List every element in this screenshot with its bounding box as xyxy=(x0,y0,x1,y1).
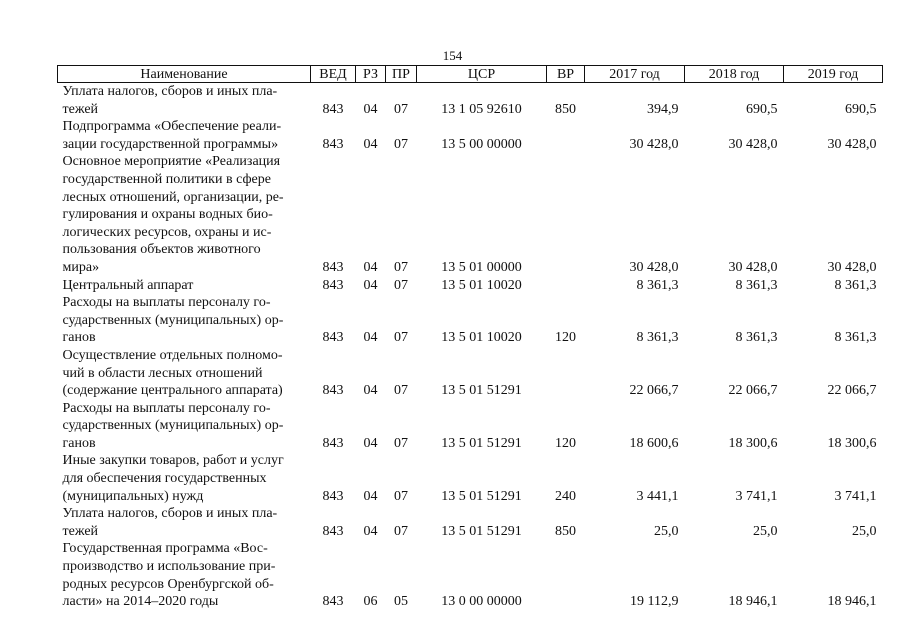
table-row xyxy=(58,400,883,453)
name-line: логических ресурсов, охраны и ис- xyxy=(62,224,272,240)
cell-ved: 843 xyxy=(322,136,344,152)
cell-ved: 843 xyxy=(322,523,344,539)
cell-name xyxy=(58,277,311,295)
name-line: (содержание центрального аппарата) xyxy=(62,383,283,399)
cell-csr: 13 5 01 10020 xyxy=(441,277,522,293)
col-header-name: Наименование xyxy=(58,66,311,83)
name-line: Осуществление отдельных полномо- xyxy=(62,347,283,363)
cell-2017: 3 441,1 xyxy=(636,488,679,504)
name-line: сударственных (муниципальных) ор- xyxy=(62,418,284,434)
cell-csr: 13 5 01 51291 xyxy=(441,523,522,539)
name-line: Центральный аппарат xyxy=(62,277,194,293)
cell-2019: 25,0 xyxy=(852,523,877,539)
cell-name xyxy=(58,83,311,119)
table-row xyxy=(58,153,883,276)
name-line: Уплата налогов, сборов и иных пла- xyxy=(62,506,278,522)
cell-ved: 843 xyxy=(322,594,344,610)
table-row xyxy=(58,505,883,540)
cell-2019: 30 428,0 xyxy=(827,259,877,275)
cell-vr xyxy=(547,540,585,610)
cell-pr: 07 xyxy=(394,277,408,293)
name-line: (муниципальных) нужд xyxy=(62,488,204,504)
table-row xyxy=(58,277,883,295)
cell-ved: 843 xyxy=(322,383,344,399)
cell-csr: 13 0 00 00000 xyxy=(441,594,522,610)
col-header-2018: 2018 год xyxy=(685,66,784,83)
name-line: государственной политики в сфере xyxy=(62,171,271,187)
name-line: Иные закупки товаров, работ и услуг xyxy=(62,453,284,469)
cell-2019: 18 300,6 xyxy=(827,435,877,451)
table-row xyxy=(58,294,883,347)
cell-name xyxy=(58,347,311,400)
cell-name xyxy=(58,153,311,276)
cell-vr: 850 xyxy=(555,101,576,117)
cell-pr: 07 xyxy=(394,383,408,399)
table-row xyxy=(58,118,883,153)
cell-2017: 394,9 xyxy=(647,101,679,117)
cell-csr: 13 5 01 00000 xyxy=(441,259,522,275)
cell-2018: 690,5 xyxy=(746,101,778,117)
name-line: гулирования и охраны водных био- xyxy=(62,207,273,223)
cell-pr: 07 xyxy=(394,101,408,117)
cell-csr: 13 1 05 92610 xyxy=(441,101,522,117)
name-line: ганов xyxy=(62,330,96,346)
cell-name xyxy=(58,294,311,347)
cell-rz: 04 xyxy=(363,435,378,451)
name-line: тежей xyxy=(62,101,99,117)
cell-2018: 30 428,0 xyxy=(728,136,778,152)
name-line: родных ресурсов Оренбургской об- xyxy=(62,576,274,592)
name-line: производство и использование при- xyxy=(62,559,276,575)
cell-vr xyxy=(547,347,585,400)
cell-name xyxy=(58,540,311,610)
cell-pr: 07 xyxy=(394,136,408,152)
cell-rz: 04 xyxy=(363,383,378,399)
cell-rz: 04 xyxy=(363,259,378,275)
page-number: 154 xyxy=(442,48,463,63)
cell-csr: 13 5 01 51291 xyxy=(441,435,522,451)
cell-2019: 8 361,3 xyxy=(834,330,877,346)
cell-rz: 04 xyxy=(363,136,378,152)
cell-name xyxy=(58,400,311,453)
budget-table xyxy=(57,65,883,611)
cell-vr xyxy=(547,277,585,295)
name-line: Уплата налогов, сборов и иных пла- xyxy=(62,84,278,99)
cell-2017: 18 600,6 xyxy=(629,435,679,451)
cell-csr: 13 5 00 00000 xyxy=(441,136,522,152)
name-line: лесных отношений, организации, ре- xyxy=(62,189,284,205)
cell-pr: 07 xyxy=(394,435,408,451)
cell-csr: 13 5 01 51291 xyxy=(441,383,522,399)
cell-2018: 18 946,1 xyxy=(728,594,778,610)
cell-2019: 8 361,3 xyxy=(834,277,877,293)
cell-2018: 8 361,3 xyxy=(735,277,778,293)
cell-pr: 07 xyxy=(394,488,408,504)
name-line: для обеспечения государственных xyxy=(62,471,267,487)
cell-rz: 04 xyxy=(363,523,378,539)
name-line: Расходы на выплаты персоналу го- xyxy=(62,295,271,311)
cell-ved: 843 xyxy=(322,330,344,346)
name-line: тежей xyxy=(62,523,99,539)
cell-2017: 22 066,7 xyxy=(629,383,679,399)
cell-name xyxy=(58,118,311,153)
col-header-csr: ЦСР xyxy=(417,66,547,83)
col-header-vr: ВР xyxy=(547,66,585,83)
name-line: Подпрограмма «Обеспечение реали- xyxy=(62,119,282,135)
cell-2019: 30 428,0 xyxy=(827,136,877,152)
col-header-rz: РЗ xyxy=(356,66,386,83)
cell-pr: 07 xyxy=(394,330,408,346)
cell-2017: 30 428,0 xyxy=(629,259,679,275)
cell-name xyxy=(58,452,311,505)
col-header-2019: 2019 год xyxy=(784,66,883,83)
cell-2017: 19 112,9 xyxy=(630,594,679,610)
cell-2019: 690,5 xyxy=(845,101,877,117)
cell-2017: 8 361,3 xyxy=(636,330,679,346)
cell-csr: 13 5 01 51291 xyxy=(441,488,522,504)
name-line: чий в области лесных отношений xyxy=(62,365,263,381)
cell-pr: 07 xyxy=(394,523,408,539)
cell-pr: 05 xyxy=(394,594,408,610)
name-line: Расходы на выплаты персоналу го- xyxy=(62,400,271,416)
col-header-pr: ПР xyxy=(386,66,417,83)
cell-2018: 30 428,0 xyxy=(728,259,778,275)
cell-vr: 120 xyxy=(555,435,576,451)
cell-2018: 22 066,7 xyxy=(728,383,778,399)
col-header-2017: 2017 год xyxy=(585,66,685,83)
cell-2018: 3 741,1 xyxy=(735,488,778,504)
cell-2018: 8 361,3 xyxy=(735,330,778,346)
cell-2018: 18 300,6 xyxy=(728,435,778,451)
cell-vr xyxy=(547,118,585,153)
cell-rz: 04 xyxy=(363,277,378,293)
cell-rz: 04 xyxy=(363,488,378,504)
name-line: сударственных (муниципальных) ор- xyxy=(62,312,284,328)
cell-vr: 240 xyxy=(555,488,576,504)
cell-name xyxy=(58,505,311,540)
name-line: ласти» на 2014–2020 годы xyxy=(62,594,219,610)
cell-vr: 850 xyxy=(555,523,576,539)
name-line: зации государственной программы» xyxy=(62,136,279,152)
cell-ved: 843 xyxy=(322,277,344,293)
cell-rz: 04 xyxy=(363,101,378,117)
cell-rz: 06 xyxy=(363,594,378,610)
cell-2017: 30 428,0 xyxy=(629,136,679,152)
cell-ved: 843 xyxy=(322,259,344,275)
cell-ved: 843 xyxy=(322,101,344,117)
table-row xyxy=(58,83,883,119)
table-header-row xyxy=(58,66,883,83)
cell-2017: 8 361,3 xyxy=(636,277,679,293)
cell-2019: 22 066,7 xyxy=(827,383,877,399)
cell-rz: 04 xyxy=(363,330,378,346)
cell-pr: 07 xyxy=(394,259,408,275)
cell-vr xyxy=(547,153,585,276)
name-line: мира» xyxy=(62,259,100,275)
name-line: Государственная программа «Вос- xyxy=(62,541,268,557)
cell-2018: 25,0 xyxy=(753,523,778,539)
table-row xyxy=(58,452,883,505)
cell-2019: 3 741,1 xyxy=(834,488,877,504)
cell-csr: 13 5 01 10020 xyxy=(441,330,522,346)
table-row xyxy=(58,540,883,610)
name-line: пользования объектов животного xyxy=(62,242,261,258)
name-line: Основное мероприятие «Реализация xyxy=(62,154,281,170)
cell-ved: 843 xyxy=(322,435,344,451)
col-header-ved: ВЕД xyxy=(311,66,356,83)
name-line: ганов xyxy=(62,435,96,451)
cell-2017: 25,0 xyxy=(654,523,679,539)
table-row xyxy=(58,347,883,400)
cell-2019: 18 946,1 xyxy=(827,594,877,610)
cell-ved: 843 xyxy=(322,488,344,504)
cell-vr: 120 xyxy=(555,330,576,346)
